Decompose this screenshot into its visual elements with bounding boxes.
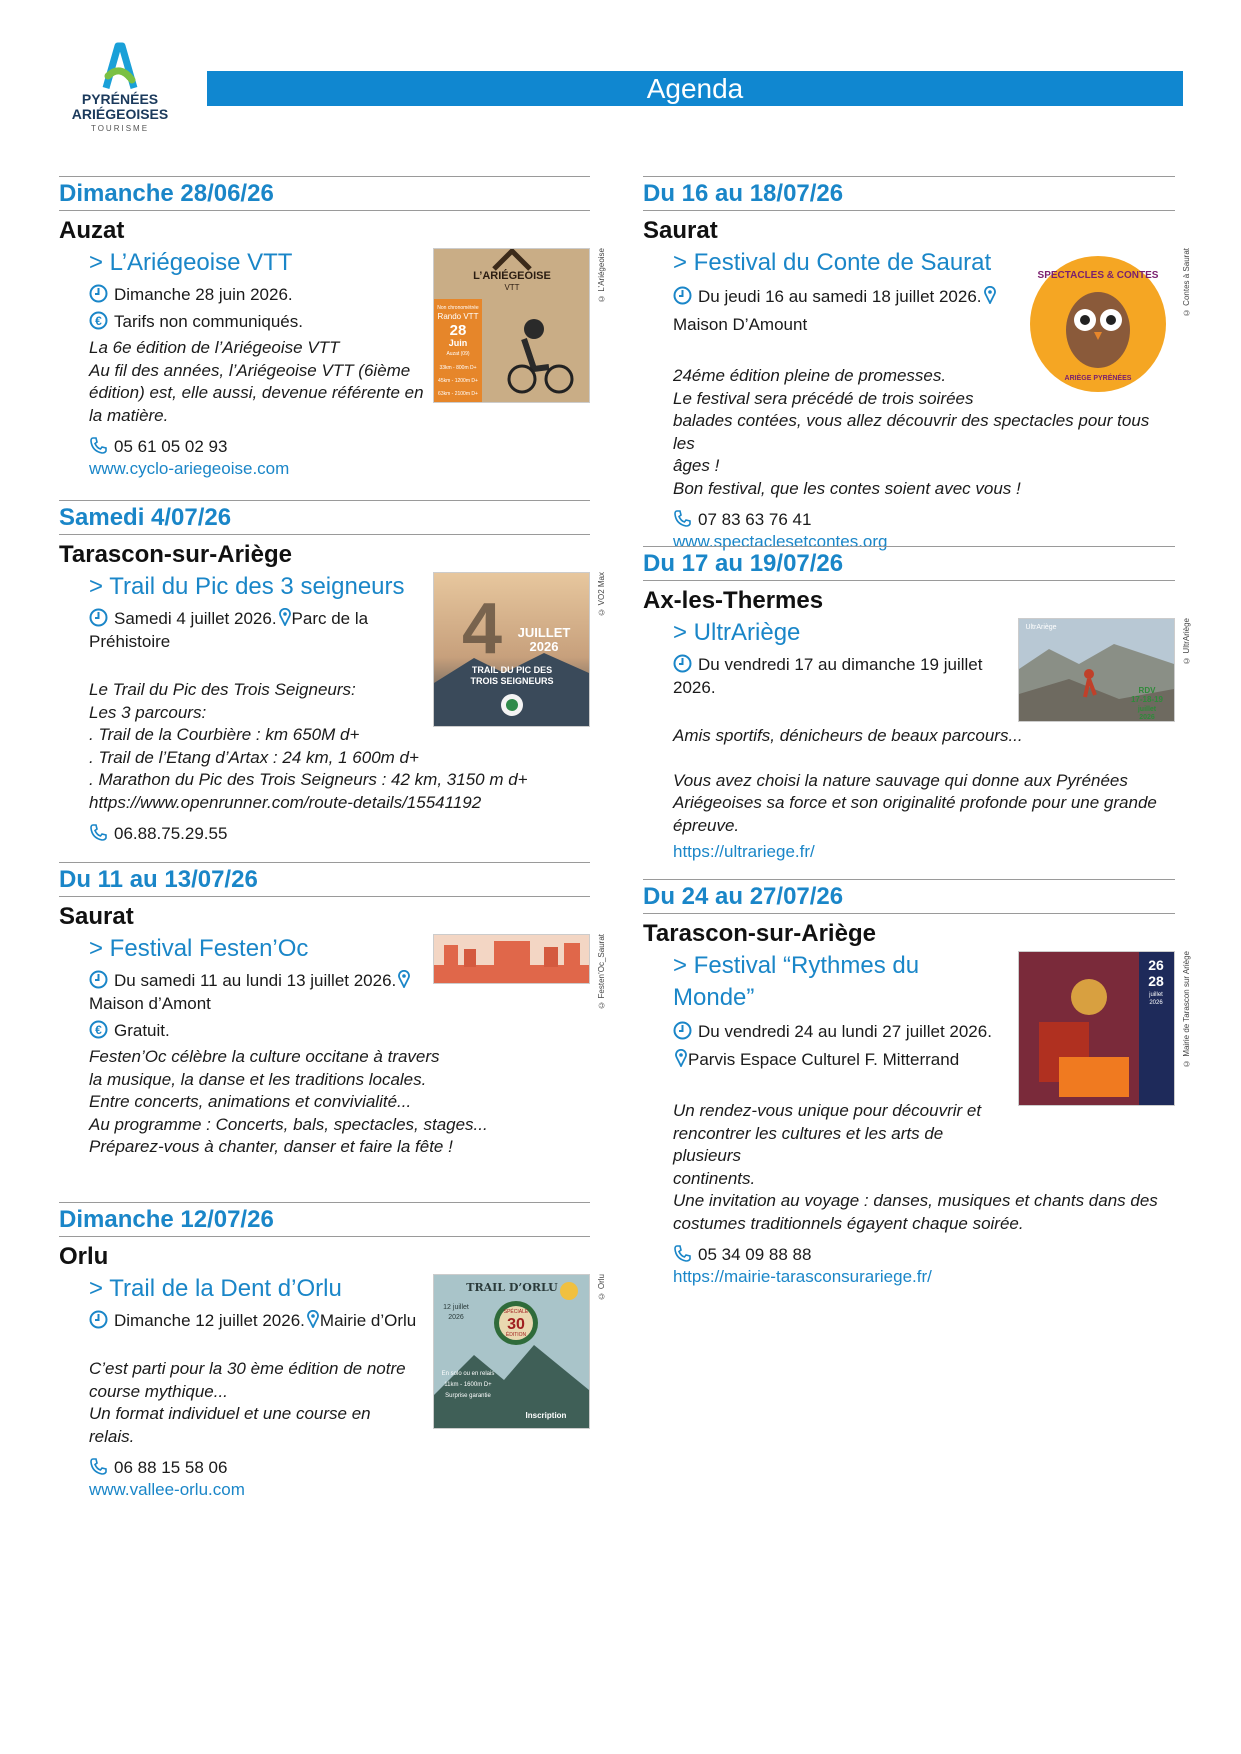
location-pin-icon: [398, 970, 410, 988]
event-image: [433, 248, 590, 403]
event-price: [89, 1019, 420, 1042]
desc-line: [673, 748, 1175, 770]
poster-edition: ÉDITION: [505, 1332, 527, 1338]
image-credit: © Contes à Saurat: [1182, 248, 1191, 318]
desc-line: Au fil des années, l’Ariégeoise VTT (6ième: [89, 360, 411, 380]
event-festenoc: [59, 862, 606, 1202]
event-phone-text[interactable]: 05 61 05 02 93: [114, 437, 228, 456]
desc-line: . Trail de la Courbière : km 650M d+: [89, 725, 360, 744]
desc-line: la musique, la danse et les traditions locales.: [89, 1069, 427, 1089]
poster-title: L’ARIÉGEOISE: [473, 270, 551, 282]
phone-icon: [673, 509, 692, 528]
event-phone: [89, 1456, 590, 1479]
vtt-poster: [434, 249, 589, 402]
rythmes-poster: [1019, 952, 1174, 1105]
desc-line: . Trail de l’Etang d’Artax : 24 km, 1 600m d+: [89, 747, 419, 767]
poster-date: 12 juillet: [443, 1304, 469, 1311]
event-phone: [673, 508, 1175, 531]
event-phone: [673, 1243, 1175, 1266]
event-place-text: Maison D’Amount: [673, 315, 808, 334]
event-place-text: Parvis Espace Culturel F. Mitterrand: [688, 1050, 960, 1069]
event-description-cont: [673, 1190, 1175, 1235]
event-description: [673, 725, 1175, 837]
desc-line: Le festival sera précédé de trois soirées: [673, 388, 974, 408]
poster-year: 2026: [448, 1314, 464, 1321]
ultrariege-poster: [1019, 619, 1174, 721]
location-pin-icon: [307, 1310, 319, 1328]
event-title-link[interactable]: > Festival du Conte de Saurat: [673, 249, 992, 276]
logo: [70, 40, 170, 133]
event-date: Du 16 au 18/07/26: [643, 176, 1175, 211]
desc-line: Bon festival, que les contes soient avec vous !: [673, 478, 1021, 498]
event-price-text: Tarifs non communiqués.: [114, 312, 303, 331]
event-when-text: Dimanche 28 juin 2026.: [114, 285, 293, 304]
poster-year: 2026: [1149, 1000, 1163, 1006]
logo-line-3: TOURISME: [90, 124, 150, 133]
poster-line-2: 11km - 1600m D+: [444, 1382, 492, 1388]
poster-rdv: RDV: [1138, 686, 1156, 695]
desc-line[interactable]: https://www.openrunner.com/route-details/15541192: [89, 792, 482, 812]
event-website-link[interactable]: www.vallee-orlu.com: [89, 1480, 245, 1499]
phone-icon: [89, 823, 108, 842]
desc-line: édition) est, elle aussi, devenue référente en: [89, 383, 424, 402]
poster-month: Juin: [448, 338, 468, 348]
event-website-link[interactable]: https://ultrariege.fr/: [673, 842, 815, 861]
event-image: [1018, 951, 1175, 1106]
poster-year: 2026: [529, 639, 559, 654]
poster-day-end: 28: [1148, 973, 1164, 989]
clock-icon: [89, 284, 108, 303]
clock-icon: [89, 970, 108, 989]
poster-line-1: TRAIL DU PIC DES: [471, 665, 553, 675]
event-town: Saurat: [643, 217, 718, 244]
desc-line: Entre concerts, animations et convivialité...: [89, 1092, 412, 1111]
desc-line: la matière.: [89, 405, 169, 425]
event-town: Auzat: [59, 217, 125, 244]
event-price-text: Gratuit.: [114, 1021, 170, 1040]
event-when-text: Samedi 4 juillet 2026.: [114, 609, 277, 628]
event-town: Ax-les-Thermes: [643, 587, 824, 614]
event-title-link[interactable]: > Trail de la Dent d’Orlu: [89, 1275, 342, 1302]
event-phone: [89, 822, 590, 845]
location-pin-icon: [984, 286, 996, 304]
logo-line-1: PYRÉNÉES: [81, 91, 159, 107]
clock-icon: [673, 1021, 692, 1040]
event-when-text: Du vendredi 17 au dimanche 19 juillet 2026.: [673, 655, 983, 697]
poster-place: Auzat (09): [446, 351, 470, 357]
desc-line: . Marathon du Pic des Trois Seigneurs : 42 km, 3150 m d+: [89, 770, 528, 789]
event-phone-text[interactable]: 06.88.75.29.55: [114, 824, 228, 843]
svg-text:€: €: [95, 314, 102, 328]
event-trail-dent-orlu: [59, 1202, 606, 1501]
euro-icon: [89, 1020, 108, 1039]
poster-year: 2026: [1139, 714, 1155, 721]
poster-inscription: Inscription: [525, 1411, 567, 1420]
poster-line-3: Surprise garantie: [445, 1393, 491, 1399]
event-date: Du 17 au 19/07/26: [643, 546, 1175, 581]
event-town: Tarascon-sur-Ariège: [59, 541, 292, 568]
event-when: [673, 283, 1005, 339]
event-date: Du 24 au 27/07/26: [643, 879, 1175, 914]
image-credit: © Orlu: [597, 1274, 606, 1301]
poster-day-start: 26: [1148, 957, 1164, 973]
event-title-link[interactable]: > Festival Festen’Oc: [89, 935, 309, 962]
event-website-link[interactable]: www.cyclo-ariegeoise.com: [89, 459, 290, 478]
desc-line: Festen’Oc célèbre la culture occitane à travers: [89, 1047, 440, 1066]
clock-icon: [673, 654, 692, 673]
euro-icon: [89, 311, 108, 330]
poster-route-3: 63km - 2100m D+: [438, 391, 478, 397]
poster-line-1: En solo ou en relais: [441, 1371, 495, 1377]
desc-line: Une invitation au voyage : danses, musiques et chants dans des: [673, 1191, 1158, 1210]
event-conte-saurat: [643, 176, 1191, 551]
right-column: [643, 176, 1191, 1288]
poster-month: juillet: [1137, 706, 1157, 713]
event-date: Du 11 au 13/07/26: [59, 862, 590, 897]
desc-line: costumes traditionnels égayent chaque soirée.: [673, 1213, 1024, 1233]
event-when-text: Du vendredi 24 au lundi 27 juillet 2026.: [698, 1022, 992, 1041]
desc-line: âges !: [673, 456, 720, 475]
logo-text-top: SPECTACLES & CONTES: [1037, 270, 1159, 281]
poster-route-1: 33km - 800m D+: [439, 365, 477, 371]
event-date: Dimanche 12/07/26: [59, 1202, 590, 1237]
event-trail-pic-3-seigneurs: [59, 500, 606, 862]
event-phone: [89, 435, 590, 458]
event-description: [89, 1358, 420, 1448]
poster-dates: 17-18-19: [1130, 695, 1164, 704]
poster-sub: VTT: [504, 283, 520, 292]
desc-line: Vous avez choisi la nature sauvage qui donne aux Pyrénées: [673, 770, 1128, 790]
pyrenees-logo-mark-icon: [100, 40, 140, 92]
desc-line: C’est parti pour la 30 ème édition de notre: [89, 1359, 406, 1378]
poster-title: TRAIL D’ORLU: [466, 1281, 558, 1294]
event-title-link[interactable]: > Trail du Pic des 3 seigneurs: [89, 573, 405, 600]
event-place-text: Parc de la Préhistoire: [89, 609, 369, 651]
poster-month: JUILLET: [517, 625, 571, 640]
event-price: [89, 310, 420, 333]
event-when-text: Dimanche 12 juillet 2026.: [114, 1311, 305, 1330]
event-description: [673, 1100, 1005, 1190]
event-title-link[interactable]: > UltrAriège: [673, 619, 801, 646]
event-when: [89, 969, 420, 1015]
event-date: Dimanche 28/06/26: [59, 176, 590, 211]
poster-brand: UltrAriège: [1025, 624, 1057, 631]
poster-rando: Rando VTT: [437, 312, 479, 321]
desc-line: Au programme : Concerts, bals, spectacles, stages...: [89, 1114, 488, 1134]
event-image: [433, 572, 590, 727]
image-credit: © Mairie de Tarascon sur Ariège: [1182, 951, 1191, 1068]
desc-line: La 6e édition de l’Ariégeoise VTT: [89, 338, 340, 357]
poster-edition-number: 30: [507, 1316, 525, 1333]
phone-icon: [673, 1244, 692, 1263]
event-when: [89, 283, 420, 306]
desc-line: Un rendez-vous unique pour découvrir et: [673, 1101, 982, 1120]
event-image: [1020, 248, 1175, 401]
event-when-text: Du samedi 11 au lundi 13 juillet 2026.: [114, 971, 397, 990]
event-image: [433, 1274, 590, 1429]
event-town: Saurat: [59, 903, 134, 930]
desc-line: Ariégeoises sa force et son originalité profonde pour une grande: [673, 793, 1157, 812]
desc-line: 24éme édition pleine de promesses.: [673, 366, 947, 385]
desc-line: Amis sportifs, dénicheurs de beaux parcours...: [673, 726, 1023, 745]
svg-text:€: €: [95, 1023, 102, 1037]
event-image: [433, 934, 590, 984]
location-pin-icon: [675, 1049, 687, 1067]
event-when: [89, 1309, 420, 1332]
trail-poster: [434, 573, 589, 726]
event-auzat-vtt: [59, 176, 606, 500]
event-date: Samedi 4/07/26: [59, 500, 590, 535]
page-title: Agenda: [646, 73, 744, 104]
event-when-text: Du jeudi 16 au samedi 18 juillet 2026.: [698, 287, 982, 306]
logo-text-bottom: ARIÈGE PYRÉNÉES: [1064, 375, 1132, 382]
festenoc-banner: [434, 935, 589, 983]
event-phone-text[interactable]: 06 88 15 58 06: [114, 1458, 228, 1477]
clock-icon: [89, 1310, 108, 1329]
desc-line: rencontrer les cultures et les arts de plusieurs: [673, 1123, 944, 1165]
event-place-text: Mairie d’Orlu: [319, 1311, 417, 1330]
poster-month: juillet: [1149, 992, 1163, 998]
phone-icon: [89, 1457, 108, 1476]
desc-line: continents.: [673, 1168, 756, 1188]
event-website-link[interactable]: https://mairie-tarasconsurariege.fr/: [673, 1267, 932, 1286]
spectacles-contes-logo: [1020, 248, 1175, 401]
orlu-poster: [434, 1275, 589, 1428]
desc-line: Les 3 parcours:: [89, 702, 207, 722]
logo-line-2: ARIÉGEOISES: [71, 106, 169, 122]
image-credit: © UltrAriège: [1182, 618, 1191, 665]
clock-icon: [89, 608, 108, 627]
poster-route-2: 45km - 1200m D+: [438, 378, 478, 384]
event-when: [673, 653, 1005, 699]
desc-line: épreuve.: [673, 815, 740, 835]
poster-special: SPÉCIALE: [503, 1309, 529, 1315]
poster-big-number: 4: [461, 589, 503, 669]
event-phone-text[interactable]: 07 83 63 76 41: [698, 510, 812, 529]
poster-line-2: TROIS SEIGNEURS: [470, 676, 554, 686]
poster-non-chrono: Non chronométrée: [437, 305, 479, 311]
desc-line: Le Trail du Pic des Trois Seigneurs:: [89, 680, 356, 699]
event-place-text: Maison d’Amont: [89, 994, 211, 1013]
desc-line: balades contées, vous allez découvrir des spectacles pour tous les: [673, 411, 1150, 453]
event-town: Tarascon-sur-Ariège: [643, 920, 876, 947]
event-when: [673, 1018, 1005, 1074]
event-description: [89, 1046, 590, 1159]
image-credit: © VO2 Max: [597, 572, 606, 617]
event-title-link[interactable]: > Festival “Rythmes du Monde”: [673, 952, 920, 1011]
clock-icon: [673, 286, 692, 305]
event-ultrariege: [643, 546, 1191, 879]
event-website-link[interactable]: www.spectaclesetcontes.org: [673, 532, 888, 551]
phone-icon: [89, 436, 108, 455]
event-image: [1018, 618, 1175, 722]
location-pin-icon: [279, 608, 291, 626]
event-rythmes-du-monde: [643, 879, 1191, 1288]
event-phone-text[interactable]: 05 34 09 88 88: [698, 1245, 812, 1264]
desc-line: Un format individuel et une course en relais.: [89, 1404, 371, 1446]
desc-line: Préparez-vous à chanter, danser et faire la fête !: [89, 1137, 453, 1156]
event-town: Orlu: [59, 1243, 109, 1270]
event-title-link[interactable]: > L’Ariégeoise VTT: [89, 249, 293, 276]
image-credit: © Festen’Oc_Saurat: [597, 934, 606, 1010]
event-when: [89, 607, 420, 653]
left-column: [59, 176, 606, 1501]
desc-line: course mythique...: [89, 1381, 228, 1401]
image-credit: © L’Ariégeoise: [597, 248, 606, 303]
poster-day: 28: [449, 322, 467, 339]
agenda-banner: [207, 71, 1183, 106]
